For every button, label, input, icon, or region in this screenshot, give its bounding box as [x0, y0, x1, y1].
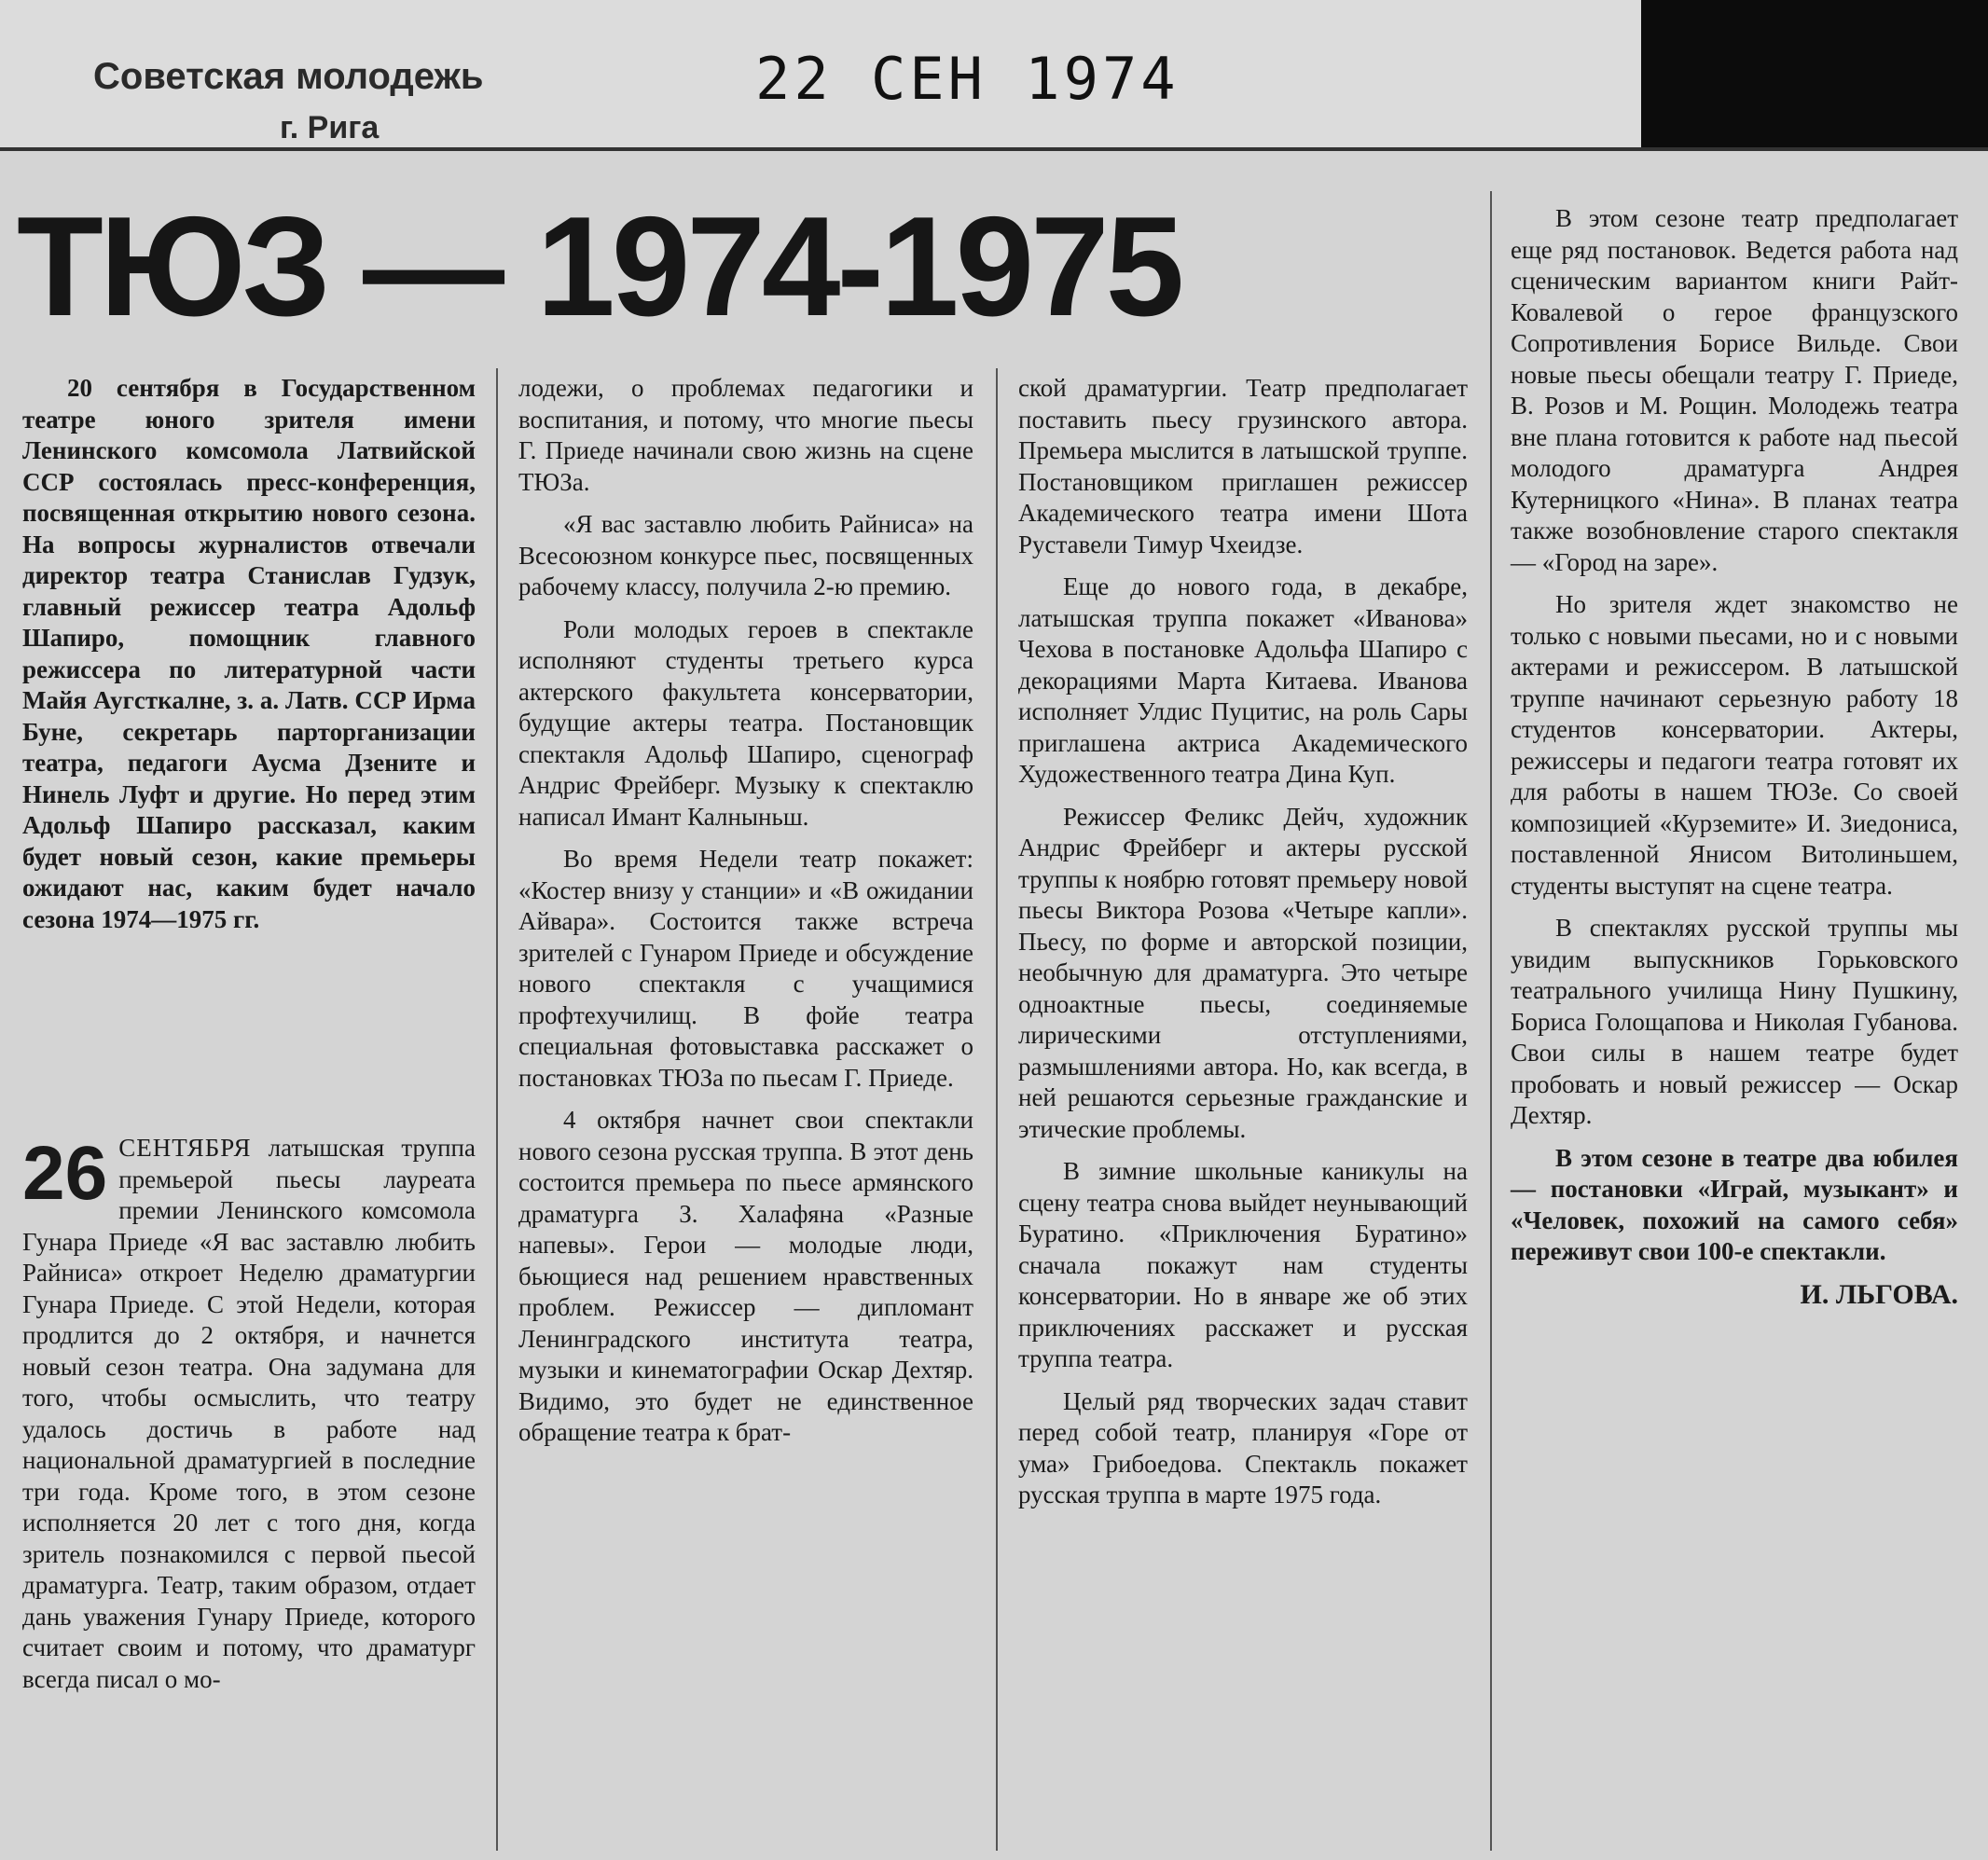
paragraph: Целый ряд творческих задач ставит перед собой театр, планируя «Горе от ума» Грибоедова. Спектакль покажет русская труппа в марте 1975 года.	[1018, 1386, 1468, 1509]
paragraph: 4 октября начнет свои спектакли нового сезона русская труппа. В этот день состоится премьера по пьесе армянского драматурга З. Халафяна «Разные напевы». Герои — молодые люди, бьющиеся над решением нравственных проблем. Режиссер — дипломант Ленинградского института театра, музыки и кинематографии Оскар Дехтяр. Видимо, это будет не единственное обращение театра к брат-	[518, 1106, 973, 1446]
column-divider	[496, 368, 498, 1851]
scan-black-margin	[1641, 0, 1988, 149]
paragraph: Роли молодых героев в спектакле исполняют студенты третьего курса актерского факультета консерватории, будущие актеры театра. Постановщик спектакля Адольф Шапиро, сценограф Андрис Фрейберг. Музыку к спектаклю написал Имант Калныньш.	[518, 614, 973, 831]
column-3	[1018, 373, 1468, 1522]
drop-word: СЕНТЯБРЯ	[118, 1134, 252, 1162]
paragraph: ской драматургии. Театр предполагает поставить пьесу грузинского автора. Премьера мыслится в латышской труппе. Постановщиком приглашен режиссер Академического театра имени Шота Руставели Тимур Чхеидзе.	[1018, 374, 1468, 558]
date-stamp: 22 СЕН 1974	[755, 45, 1180, 113]
column-1-text: латышская труппа премьерой пьесы лауреата премии Ленинского комсомола Гунара Приеде «Я вас заставлю любить Райниса» откроет Неделю драматургии Гунара Приеде. С этой Недели, которая продлится до 2 октября, и начнется новый сезон театра. Она задумана для того, чтобы осмыслить, что театру удалось достичь в работе над национальной драматургией в последние три года. Кроме того, в этом сезоне исполняется 20 лет с того дня, когда зритель познакомился с первой пьесой драматурга. Театр, таким образом, отдает дань уважения Гунару Приеде, которого считает своим и потому, что драматург всегда писал о мо-	[22, 1134, 476, 1693]
intro-paragraph: 20 сентября в Государственном театре юного зрителя имени Ленинского комсомола Латвийской ССР состоялась пресс-конференция, посвященная открытию нового сезона. На вопросы журналистов отвечали директор театра Станислав Гудзук, главный режиссер театра Адольф Шапиро, помощник главного режиссера по литературной части Майя Аугсткалне, з. а. Латв. ССР Ирма Буне, секретарь парторганизации театра, педагоги Аусма Дзените и Нинель Луфт и другие. Но перед этим Адольф Шапиро рассказал, каким будет новый сезон, какие премьеры ожидают нас, каким будет начало сезона 1974—1975 гг.	[22, 374, 476, 933]
article-intro	[22, 373, 476, 946]
paragraph: Еще до нового года, в декабре, латышская труппа покажет «Иванова» Чехова в постановке Адольфа Шапиро с декорациями Марта Китаева. Иванова исполняет Улдис Пуцитис, на роль Сары приглашена актриса Академического Художественного театра Дина Куп.	[1018, 572, 1468, 788]
column-1-body	[22, 1133, 476, 1706]
paragraph: лодежи, о проблемах педагогики и воспитания, и потому, что многие пьесы Г. Приеде начинали свою жизнь на сцене ТЮЗа.	[518, 374, 973, 496]
paragraph: Во время Недели театр покажет: «Костер внизу у станции» и «В ожидании Айвара». Состоится также встреча зрителей с Гунаром Приеде и обсуждение нового спектакля с учащимися профтехучилищ. В фойе театра специальная фотовыставка расскажет о постановках ТЮЗа по пьесам Г. Приеде.	[518, 845, 973, 1092]
paragraph: Режиссер Феликс Дейч, художник Андрис Фрейберг и актеры русской труппы к ноябрю готовят премьеру новой пьесы Виктора Розова «Четыре капли». Пьесу, по форме и авторской позиции, необычную для драматурга. Это четыре одноактные пьесы, соединяемые лирическими отступлениями, размышлениями автора. Но, как всегда, в ней решаются серьезные гражданские и этические проблемы.	[1018, 802, 1468, 1143]
column-4	[1511, 203, 1958, 1321]
paragraph: В спектаклях русской труппы мы увидим выпускников Горьковского театрального училища Нину Пушкину, Бориса Голощапова и Николая Губанова. Свои силы в нашем театре будет пробовать и новый режиссер — Оскар Дехтяр.	[1511, 914, 1958, 1129]
column-divider	[1490, 191, 1492, 1851]
paragraph: Но зрителя ждет знакомство не только с новыми пьесами, но и с новыми актерами и режиссером. В латышской труппе начинают серьезную работу 18 студентов консерватории. Актеры, режиссеры и педагоги театра готовят их для работы в нашем ТЮЗе. Со своей композицией «Курземите» И. Зиедониса, поставленной Янисом Витолиньшем, студенты выступят на сцене театра.	[1511, 590, 1958, 900]
paragraph: В этом сезоне в театре два юбилея — постановки «Играй, музыкант» и «Человек, похожий на самого себя» переживут свои 100-е спектакли.	[1511, 1143, 1958, 1265]
column-2	[518, 373, 973, 1460]
newspaper-city: г. Рига	[280, 110, 380, 145]
drop-number: 26	[22, 1131, 108, 1216]
newspaper-name: Советская молодежь	[93, 56, 484, 97]
author-signature: И. ЛЬГОВА.	[1800, 1278, 1958, 1310]
article-headline: ТЮЗ — 1974-1975	[17, 187, 1181, 346]
paragraph: В зимние школьные каникулы на сцену театра снова выйдет неунывающий Буратино. «Приключения Буратино» сначала покажут нам студенты консерватории. Но в январе же об этих приключениях расскажет и русская труппа театра.	[1018, 1157, 1468, 1372]
paragraph: «Я вас заставлю любить Райниса» на Всесоюзном конкурсе пьес, посвященных рабочему классу, получила 2-ю премию.	[518, 510, 973, 600]
column-divider	[996, 368, 998, 1851]
paragraph: В этом сезоне театр предполагает еще ряд постановок. Ведется работа над сценическим вариантом книги Райт-Ковалевой о герое французского Сопротивления Борисе Вильде. Свои новые пьесы обещали театру Г. Приеде, В. Розов и М. Рощин. Молодежь театра вне плана готовится к работе над пьесой молодого драматурга Андрея Кутерницкого «Нина». В планах театра также возобновление старого спектакля — «Город на заре».	[1511, 204, 1958, 576]
masthead-divider	[0, 147, 1988, 151]
